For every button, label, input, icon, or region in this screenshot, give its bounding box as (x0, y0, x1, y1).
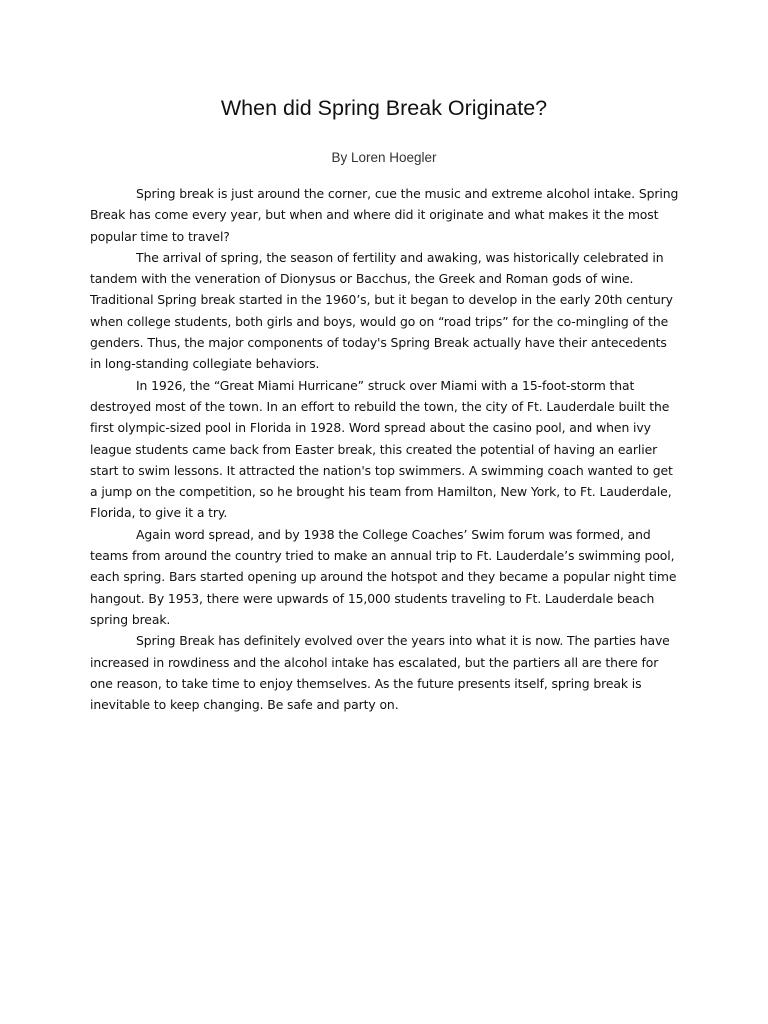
article-body (90, 183, 680, 715)
paragraph: Again word spread, and by 1938 the College Coaches’ Swim forum was formed, and teams from around the country tried to make an annual trip to Ft. Lauderdale’s swimming pool, each spring. Bars started opening up around the hotspot and they became a popular night time hangout. By 1953, there were upwards of 15,000 students traveling to Ft. Lauderdale beach spring break. (90, 526, 677, 627)
paragraph: In 1926, the “Great Miami Hurricane” struck over Miami with a 15-foot-storm that destroyed most of the town. In an effort to rebuild the town, the city of Ft. Lauderdale built the first olympic-sized pool in Florida in 1928. Word spread about the casino pool, and when ivy league students came back from Easter break, this created the potential of having an earlier start to swim lessons. It attracted the nation's top swimmers. A swimming coach wanted to get a jump on the competition, so he brought his team from Hamilton, New York, to Ft. Lauderdale, Florida, to give it a try. (90, 377, 673, 521)
paragraph: The arrival of spring, the season of fertility and awaking, was historically celebrated in tandem with the veneration of Dionysus or Bacchus, the Greek and Roman gods of wine. Traditional Spring break started in the 1960’s, but it began to develop in the early 20th century when college students, both girls and boys, would go on “road trips” for the co-mingling of the genders. Thus, the major components of today's Spring Break actually have their antecedents in long-standing collegiate behaviors. (90, 249, 673, 372)
page-title: When did Spring Break Originate? (220, 96, 548, 120)
paragraph: Spring Break has definitely evolved over the years into what it is now. The parties have increased in rowdiness and the alcohol intake has escalated, but the partiers all are there for one reason, to take time to enjoy themselves. As the future presents itself, spring break is inevitable to keep changing. Be safe and party on. (90, 633, 670, 713)
paragraph: Spring break is just around the corner, cue the music and extreme alcohol intake. Spring Break has come every year, but when and where did it originate and what makes it the most popular time to travel? (90, 186, 679, 244)
author-byline: By Loren Hoegler (331, 150, 437, 165)
